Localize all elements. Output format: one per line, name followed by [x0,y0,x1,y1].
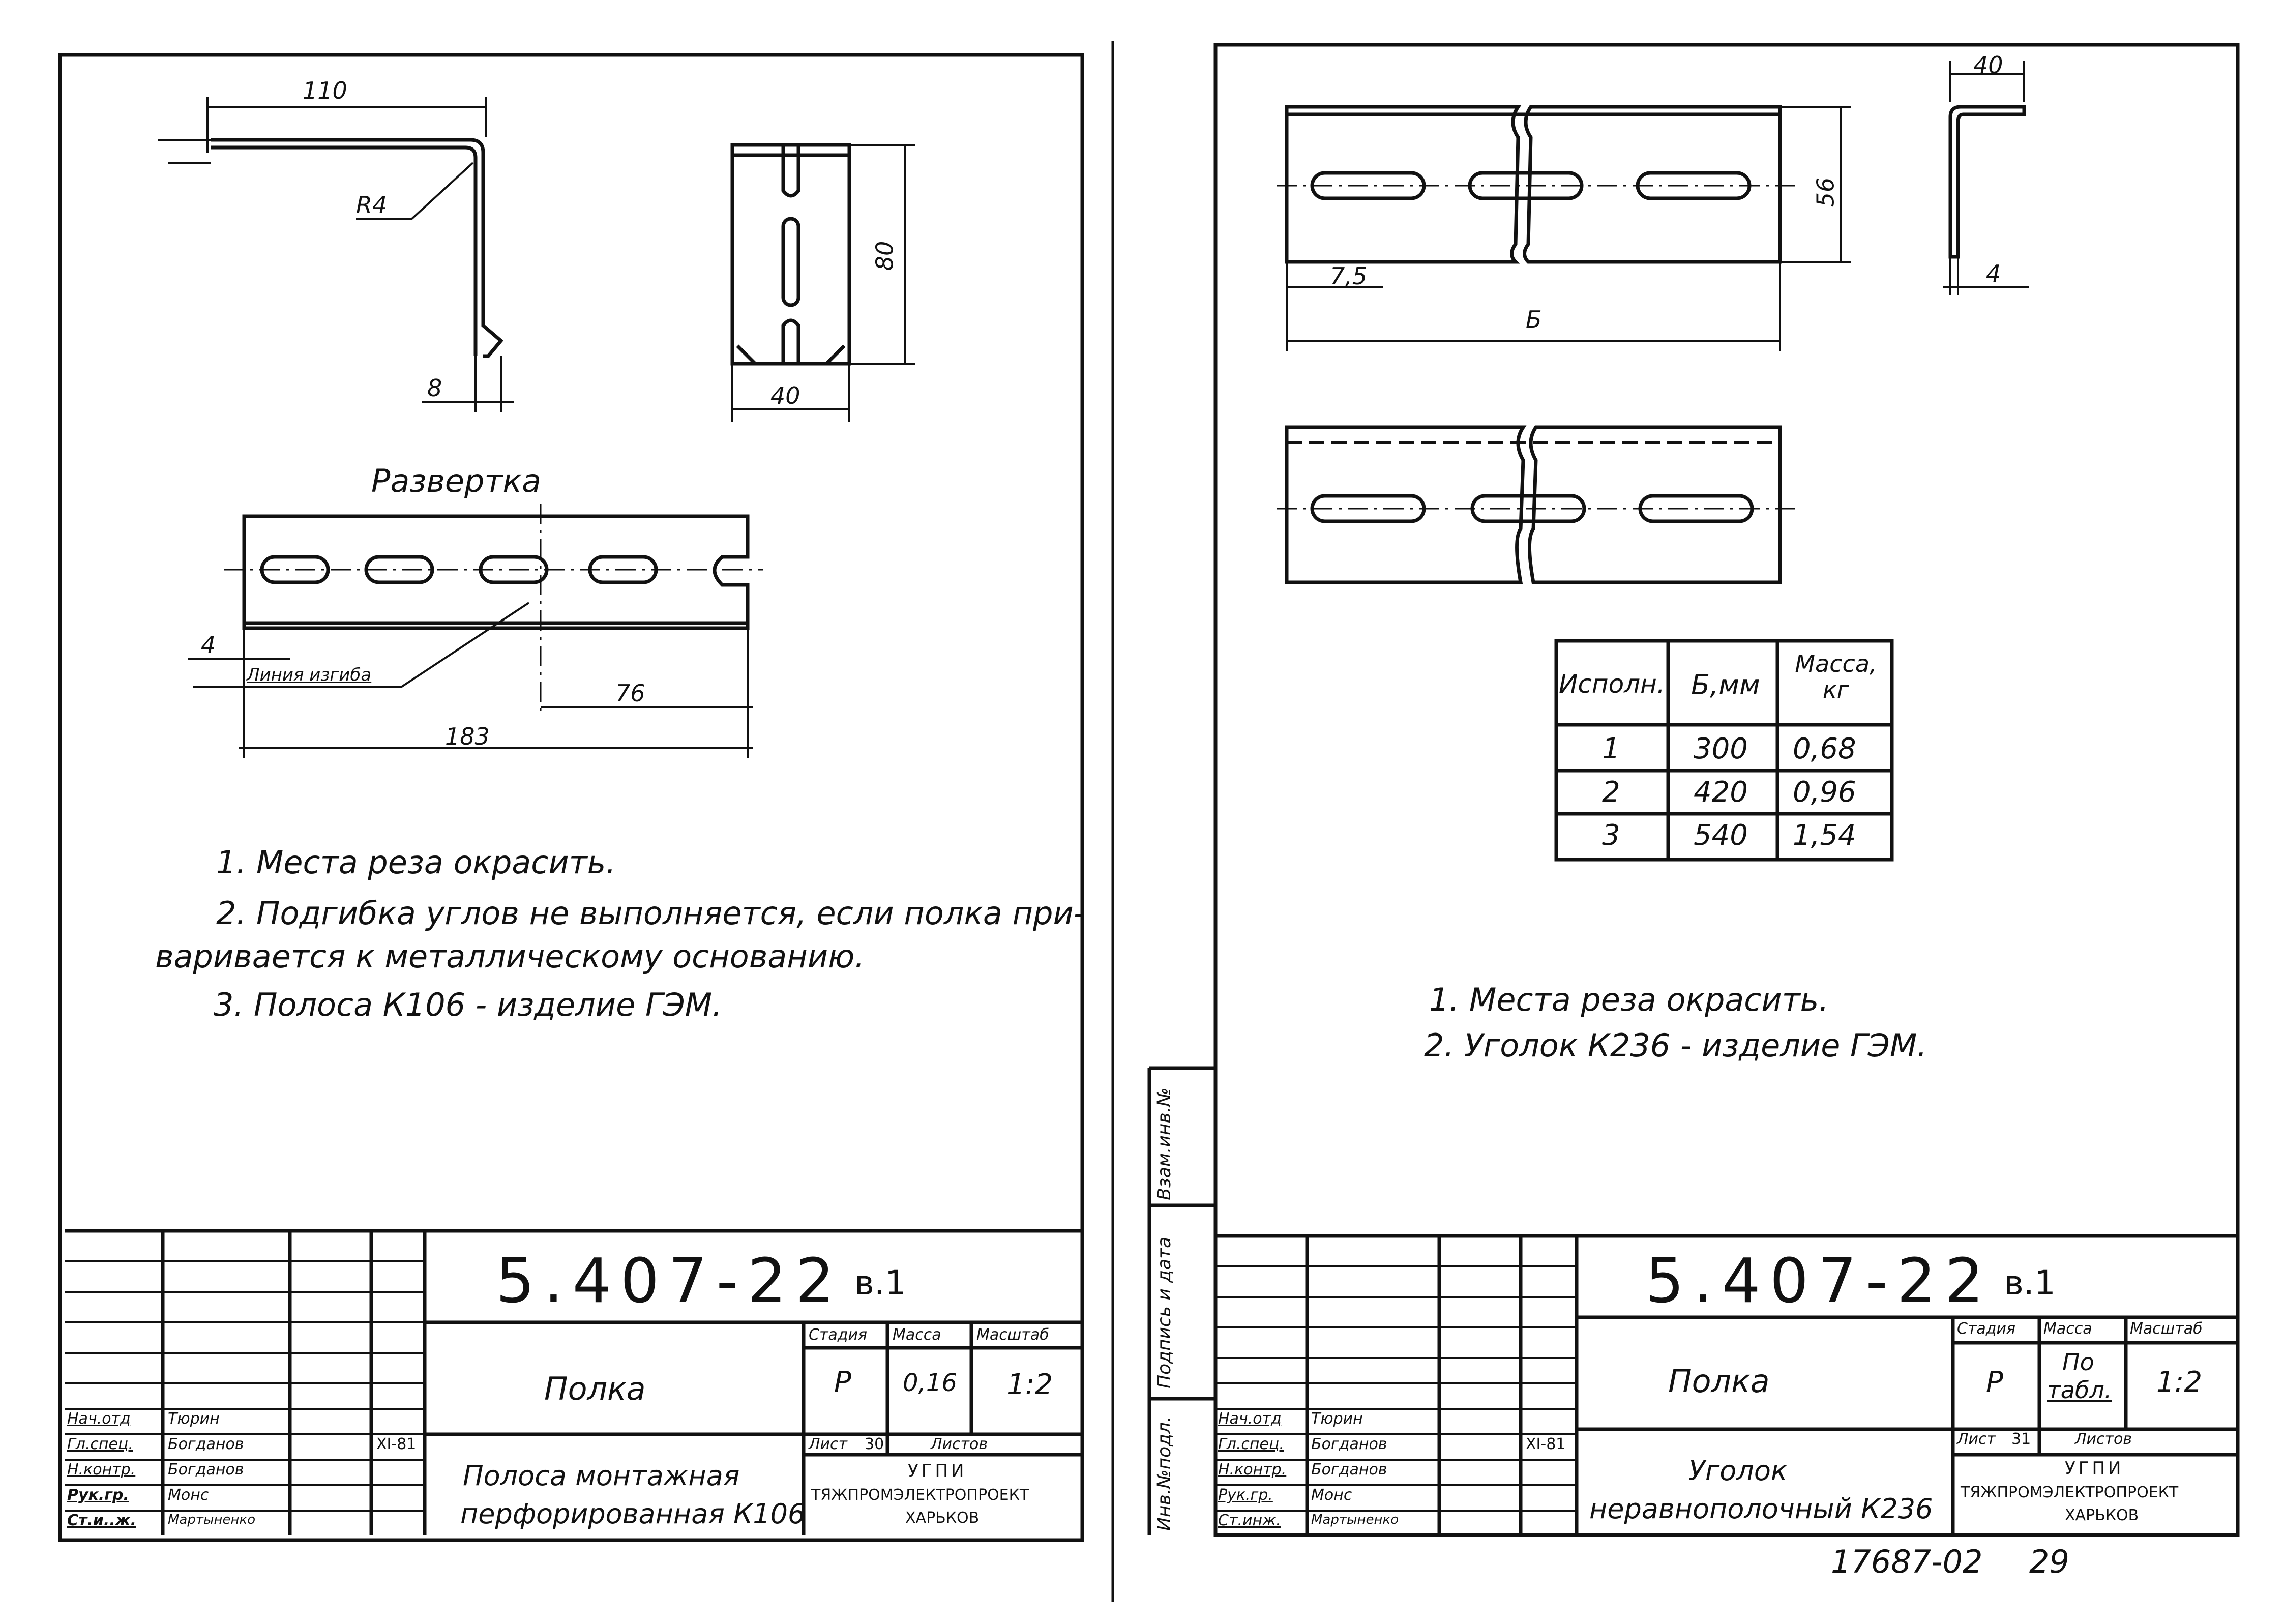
left-note-2: 2. Подгибка углов не выполняется, если полка при- [216,895,1085,932]
right-person-4: Монс [1311,1486,1352,1504]
archive-number: 17687-02 [1831,1543,1983,1580]
dimension-80: 80 [871,241,899,271]
left-person-2: Богданов [168,1435,244,1453]
left-role-3: Н.контр. [67,1461,136,1479]
right-dimension-40: 40 [1973,51,2003,79]
right-role-2: Гл.спец. [1218,1435,1284,1453]
angle-profile-drawing [158,97,514,412]
left-mass: 0,16 [903,1369,957,1397]
right-role-3: Н.контр. [1218,1461,1287,1479]
front-view-drawing [732,145,915,422]
table-row-2-version: 2 [1602,776,1620,809]
right-dimension-56: 56 [1812,177,1840,208]
right-col-stage: Стадия [1957,1320,2016,1338]
angle-plan-drawing [1277,107,1851,351]
table-header-mass: Масса, кг [1795,650,1877,703]
left-person-1: Тюрин [168,1410,220,1428]
right-role-1: Нач.отд [1218,1410,1282,1428]
right-sheets-label: Листов [2075,1430,2132,1448]
left-part-subtitle-1: Полоса монтажная [463,1460,740,1492]
table-row-2-length: 420 [1694,776,1748,809]
dimension-76: 76 [615,680,645,707]
right-role-5: Ст.инж. [1218,1512,1281,1529]
right-sheet-label: Лист [1957,1430,1996,1448]
right-stage: Р [1986,1366,2003,1399]
dimension-4: 4 [201,631,216,659]
left-org-2: ТЯЖПРОМЭЛЕКТРОПРОЕКТ [811,1486,1029,1504]
dimension-40: 40 [770,382,800,409]
dimension-8: 8 [427,374,442,402]
dimension-110: 110 [303,77,347,104]
table-row-2-mass: 0,96 [1793,776,1856,809]
left-org-3: ХАРЬКОВ [905,1509,980,1527]
right-date: XI-81 [1526,1435,1566,1453]
right-org-1: УГПИ [2065,1458,2124,1479]
stamp-signature-date: Подпись и дата [1154,1236,1175,1389]
left-col-mass: Масса [893,1326,941,1344]
right-col-mass: Масса [2043,1320,2092,1338]
right-doc-number: 5.407-22 [1645,1246,1993,1317]
left-role-2: Гл.спец. [67,1435,133,1453]
right-mass-2: табл. [2047,1376,2112,1404]
left-col-stage: Стадия [809,1326,868,1344]
dimension-r4: R4 [356,191,388,219]
right-person-1: Тюрин [1311,1410,1363,1428]
table-header-version: Исполн. [1559,669,1665,699]
left-role-1: Нач.отд [67,1410,131,1428]
left-sheet-frame [60,55,1082,1540]
left-part-name: Полка [544,1370,646,1407]
right-col-scale: Масштаб [2130,1320,2203,1338]
left-sheet-label: Лист [809,1435,848,1453]
unfold-drawing [188,504,763,758]
unfold-title: Развертка [371,462,541,499]
table-row-1-version: 1 [1602,732,1620,765]
right-role-4: Рук.гр. [1218,1486,1273,1504]
table-row-1-mass: 0,68 [1793,732,1856,765]
right-sheet-number: 31 [2011,1430,2031,1448]
dimension-183: 183 [445,723,490,750]
page-number: 29 [2029,1543,2069,1580]
left-org-1: УГПИ [908,1461,967,1481]
right-person-3: Богданов [1311,1461,1387,1479]
right-person-2: Богданов [1311,1435,1387,1453]
right-note-1: 1. Места реза окрасить. [1429,981,1829,1018]
left-col-scale: Масштаб [976,1326,1049,1344]
right-mass-1: По [2062,1348,2094,1376]
left-role-4: Рук.гр. [67,1486,129,1504]
right-part-name: Полка [1668,1363,1770,1400]
left-part-subtitle-2: перфорированная К106 [460,1498,806,1530]
table-row-3-mass: 1,54 [1793,819,1856,852]
right-person-5: Мартыненко [1311,1512,1399,1527]
bend-line-label: Линия изгиба [247,665,372,685]
right-dimension-7-5: 7,5 [1330,262,1368,290]
left-stage: Р [834,1366,851,1399]
right-dimension-4: 4 [1986,260,2001,287]
table-row-3-version: 3 [1602,819,1620,852]
stamp-replaced-inv: Взам.инв.№ [1154,1087,1175,1200]
right-dimension-b: Б [1526,306,1542,333]
left-sheets-label: Листов [931,1435,988,1453]
table-row-3-length: 540 [1694,819,1748,852]
right-note-2: 2. Уголок К236 - изделие ГЭМ. [1424,1027,1927,1064]
left-person-3: Богданов [168,1461,244,1479]
left-role-5: Ст.и..ж. [67,1512,136,1529]
angle-unfold-drawing [1277,427,1795,582]
stamp-inv-number: Инв.№подл. [1154,1416,1175,1531]
right-part-subtitle-2: неравнополочный К236 [1589,1493,1933,1525]
right-doc-version: в.1 [2004,1263,2056,1303]
left-note-2-cont: вариваетcя к металлическому основанию. [155,938,865,975]
left-doc-version: в.1 [854,1263,906,1303]
left-person-5: Мартыненко [168,1512,256,1527]
left-note-1: 1. Места реза окрасить. [216,844,616,881]
left-note-3: 3. Полоса К106 - изделие ГЭМ. [214,986,722,1023]
right-org-3: ХАРЬКОВ [2065,1507,2139,1524]
left-doc-number: 5.407-22 [496,1246,844,1317]
left-scale: 1:2 [1007,1368,1053,1401]
right-org-2: ТЯЖПРОМЭЛЕКТРОПРОЕКТ [1961,1484,2179,1501]
right-part-subtitle-1: Уголок [1688,1455,1788,1487]
table-header-length: Б,мм [1691,669,1760,701]
left-date: XI-81 [376,1435,417,1453]
table-row-1-length: 300 [1694,732,1748,765]
left-sheet-number: 30 [865,1435,884,1453]
right-scale: 1:2 [2156,1366,2203,1399]
left-person-4: Монс [168,1486,209,1504]
